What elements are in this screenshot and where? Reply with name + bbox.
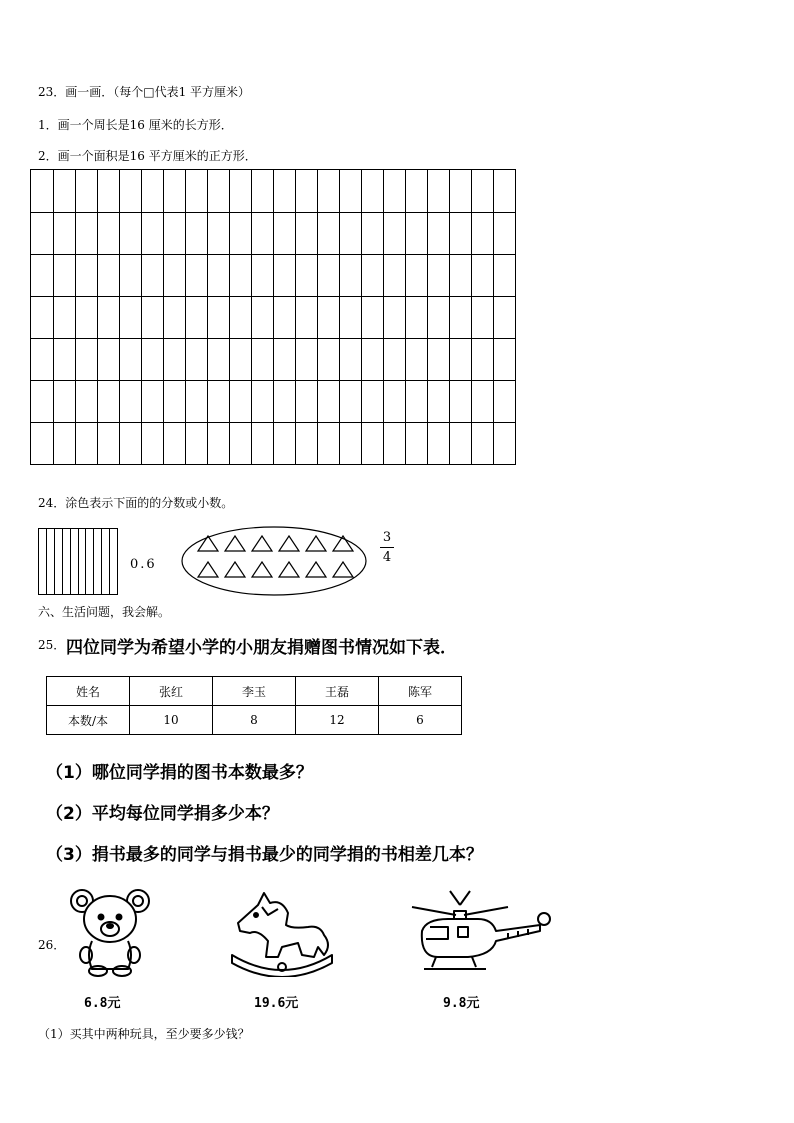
q23-title: 23．画一画．（每个□代表1 平方厘米） [38, 85, 251, 99]
donation-table [46, 676, 462, 735]
table-cell: 10 [130, 706, 213, 735]
rocking-horse-toy-image [228, 885, 338, 977]
helicopter-price: 9.8元 [443, 996, 480, 1011]
square-grid [30, 169, 516, 465]
fraction-label [380, 530, 394, 565]
table-header-row [47, 677, 462, 706]
triangle-shape [333, 562, 353, 577]
q25-number: 25． [38, 638, 66, 652]
table-cell: 姓名 [47, 677, 130, 706]
q26-sub1: （1）买其中两种玩具，至少要多少钱？ [38, 1027, 250, 1041]
table-cell: 陈军 [379, 677, 462, 706]
table-cell: 张红 [130, 677, 213, 706]
triangle-shape [198, 536, 218, 551]
striped-rectangle-figure [38, 528, 120, 596]
triangle-shape [306, 536, 326, 551]
bear-toy-image [68, 885, 152, 977]
triangles-ellipse-figure [180, 524, 370, 598]
table-row [47, 706, 462, 735]
triangle-shape [279, 536, 299, 551]
fraction-denominator: 4 [382, 550, 392, 565]
triangle-shape [306, 562, 326, 577]
q23-item2: 2．画一个面积是16 平方厘米的正方形． [38, 149, 257, 163]
fraction-bar [380, 547, 394, 548]
triangle-shape [198, 562, 218, 577]
table-cell: 李玉 [213, 677, 296, 706]
rocking-horse-price: 19.6元 [254, 996, 299, 1011]
triangle-shape [279, 562, 299, 577]
table-cell: 王磊 [296, 677, 379, 706]
q26-number: 26． [38, 938, 66, 952]
triangle-shape [225, 536, 245, 551]
section6-title: 六、生活问题，我会解。 [38, 605, 171, 619]
q25-sub1: （1）哪位同学捐的图书本数最多？ [46, 763, 313, 783]
fraction-numerator: 3 [382, 530, 392, 545]
table-cell: 12 [296, 706, 379, 735]
helicopter-toy-image [408, 885, 558, 975]
q25-title: 四位同学为希望小学的小朋友捐赠图书情况如下表． [66, 638, 457, 658]
bear-price: 6.8元 [84, 996, 121, 1011]
q23-item1: 1．画一个周长是16 厘米的长方形． [38, 118, 233, 132]
q25-sub2: （2）平均每位同学捐多少本？ [46, 804, 279, 824]
triangle-shape [225, 562, 245, 577]
decimal-label: 0.6 [130, 557, 157, 572]
table-cell: 8 [213, 706, 296, 735]
table-cell: 6 [379, 706, 462, 735]
grid-lines [31, 170, 515, 464]
triangle-shape [252, 562, 272, 577]
table-cell: 本数/本 [47, 706, 130, 735]
triangle-shape [252, 536, 272, 551]
q25-sub3: （3）捐书最多的同学与捐书最少的同学捐的书相差几本？ [46, 845, 483, 865]
q24-title: 24．涂色表示下面的的分数或小数。 [38, 496, 234, 510]
